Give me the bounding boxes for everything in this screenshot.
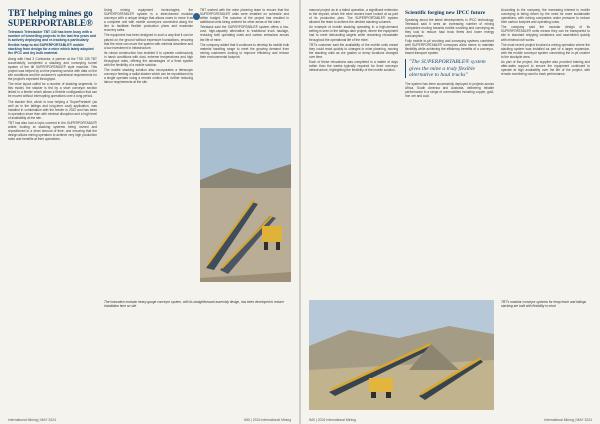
paragraph: Fully mobile in-pit crushing and conveying systems combined with SUPERPORTABLE® conveyors allow mines to maintain flexibility while achieving the efficiency benefits of a conveyor-based transport system. <box>405 38 494 56</box>
paragraph: According to the company, the increasing interest in mobile conveying is being driven by the need for more sustainable operations, with mining companies under pressure to reduce their carbon footprint and operating costs. <box>501 8 590 25</box>
article-title: TBT helping mines go SUPERPORTABLE® <box>8 8 93 28</box>
right-page <box>301 0 600 424</box>
stacker-photo-image <box>309 300 494 410</box>
paragraph: An example of mobile stacking operating in a high-demand setting is seen in the tailings dam project, where the equipment had to meet demanding targets while remaining relocatable throughout the operational life of the mine. <box>309 25 398 42</box>
left-column-3 <box>200 8 289 124</box>
paragraph: As part of the project, the supplier also provided training and after-sales support to ensure the equipment continued to operate at high availability over the life of the project, with remote monitoring used to track performance. <box>501 60 590 77</box>
paragraph: The system has been successfully deployed in projects across Africa, South America and Australia, delivering reliable performance in a range of commodities including copper, gold, iron ore and coal. <box>405 82 494 99</box>
right-column-3 <box>501 8 590 238</box>
paragraph: The equipment has been designed in such a way that it can be placed on the ground without expensive foundations, ensuring that the mine can move the system with minimal downtime and a low investment in infrastructure. <box>104 33 193 50</box>
paragraph: Along with Haul 3 Contractor, a partner at the TSS 135 TBT successfully completed a stacking and conveying tunnel system of the tilt SUPERPORTABLE® style machine. This project was helped by a mine planning service with data on the site conditions and the customer's operational requirements for the project's expected throughput. <box>8 56 97 81</box>
paragraph: TBT worked with the mine planning team to ensure that the SUPERPORTABLE® units were installed on schedule and within budget. The success of the project has resulted in additional units being ordered for other areas of the mine. <box>200 8 289 25</box>
paragraph: The company added that it continues to develop its mobile bulk material handling range to meet the growing demand from mining customers looking to improve efficiency and reduce their environmental footprint. <box>200 42 289 59</box>
paragraph: TBT has also had a topic covered in the SUPERPORTABLE® article looking at stacking systems being moved and repositioned in a short amount of time, and ensuring that the design allows mining operators to achieve very high production rates and benefits at their operations. <box>8 120 97 142</box>
left-column-2 <box>104 8 193 408</box>
paragraph: Its robust construction has enabled it to operate continuously in harsh conditions with dust, extreme temperatures and high throughput rates, offering the advantages of a fixed system with the flexibility of a mobile solution. <box>104 50 193 67</box>
photo-caption: TBT's modular conveyor systems for heap leach and tailings stacking are built with flexibility in mind <box>501 300 587 308</box>
page-footer-left: IMX | 2024 International Mining <box>309 418 356 422</box>
page-footer-right: International Mining | MAY 2024 <box>544 418 592 422</box>
page-footer-left: International Mining | MAY 2024 <box>8 418 56 422</box>
stacker-photo <box>309 300 494 410</box>
left-page <box>0 0 299 424</box>
photo-caption: The innovative modular heavy gauge conveyor system, with its straightforward assembly design, has been developed to reduce installation time on site <box>104 300 284 308</box>
paragraph: The mobile stacking solution also incorporates a telescopic conveyor feeding a radial stacker which can be repositioned by a single operator using a remote control unit, further reducing labour requirements at the site. <box>104 68 193 85</box>
paragraph: Each of these relocations was completed in a matter of days rather than the weeks typically required for fixed conveyor infrastructure, highlighting the flexibility of the mobile solution. <box>309 60 398 73</box>
page-footer-right: IMX | 2024 International Mining <box>244 418 291 422</box>
paragraph: The most recent project involved a mining operation where the stacking system was installed as part of a larger expansion, with the mobile conveyor system connecting the in-pit crusher to the stockpile area. <box>501 42 590 59</box>
left-column-1 <box>8 8 97 408</box>
paragraph: The stacker first, which is now helping a 'SuperPortable' (as well as in the tailings and long-term coal) application, was installed in combination with the feeder in 2022 and has been in operation since then with minimal disruption and a high level of availability at the site. <box>8 99 97 120</box>
conveyor-photo <box>200 128 291 282</box>
paragraph: The mine layout called for a number of stacking segments. In this model, the stacker is fed by a short conveyor section linked to a feeder which allows a flexible configuration that can be moved without interrupting operations over a long period. <box>8 82 97 99</box>
paragraph: manual project as in a tailed operation, a significant extension to the deposit, which the mine owners have looked at as part of its production plan. The SUPERPORTABLE® system allowed the team to achieve the desired stacking volumes. <box>309 8 398 25</box>
paragraph: Using mining equipment technologies, the SUPERPORTABLE® system is a steel-framed modular conveyor with a unique design that allows users to move it as a complete unit with mobile conveyors connected along the line to facilitate flexible production plans and maximise recovery rates. <box>104 8 193 33</box>
article-intro: Telestack Telestacker TBT 140 has been busy with a number of tunnelling projects in the last few years and is actively deploying and re-tracking a particularly flexible heap to aid SUPERPORTABLE® mobile stacking from design for a mine which lately adopted the IPCC and dry bulk material. <box>8 30 96 56</box>
section-heading: Scientific forging new IPCC future <box>405 10 486 16</box>
pull-quote: "The SUPERPORTABLE® system gives the mine a truly flexible alternative to haul trucks" <box>405 59 494 78</box>
paragraph: TBT's customer said the availability of the mobile units meant they could react quickly to changes in mine planning, moving the stacking units as ore grades or dump locations changed over time. <box>309 42 398 59</box>
conveyor-photo-image <box>200 128 291 282</box>
paragraph: Speaking about the latest developments in IPCC technology, Telestack said it sees an increasing number of mining companies moving towards mobile crushing and conveying as they look to reduce haul truck fleets and lower energy consumption. <box>405 17 494 38</box>
telestack-logo-icon <box>193 13 200 20</box>
paragraph: Telestack said the SUPERPORTABLE® system offers a low-cost, high-capacity alternative to traditional truck haulage, reducing both operating costs and carbon emissions across the life of mine. <box>200 25 289 42</box>
paragraph: The company said the modular design of its SUPERPORTABLE® units means they can be transported to site in standard shipping containers and assembled quickly with minimal civil works. <box>501 25 590 42</box>
